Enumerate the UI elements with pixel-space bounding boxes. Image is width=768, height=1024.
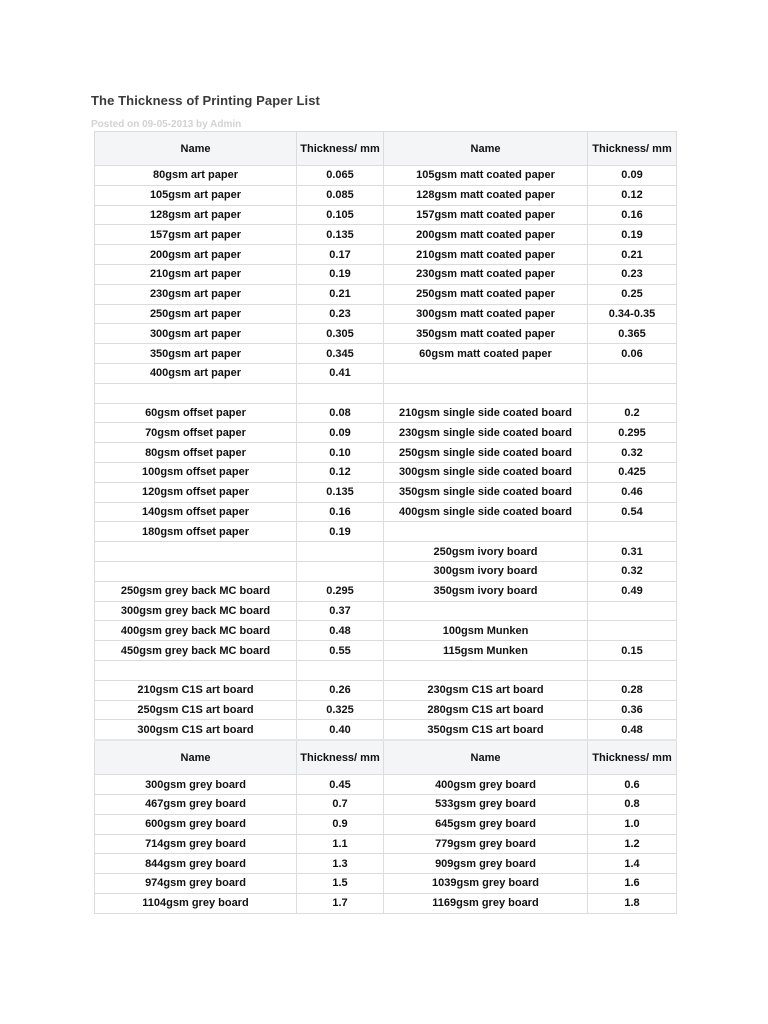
column-header: Thickness/ mm bbox=[588, 132, 677, 166]
thickness-cell: 0.365 bbox=[588, 324, 677, 344]
thickness-cell: 0.25 bbox=[588, 284, 677, 304]
paper-name-cell: 714gsm grey board bbox=[95, 834, 297, 854]
table-row bbox=[95, 561, 677, 581]
thickness-cell: 1.7 bbox=[297, 893, 384, 913]
table-row bbox=[95, 205, 677, 225]
thickness-cell bbox=[297, 660, 384, 680]
thickness-cell: 0.26 bbox=[297, 680, 384, 700]
thickness-cell: 0.10 bbox=[297, 443, 384, 463]
thickness-cell: 0.19 bbox=[588, 225, 677, 245]
table-row bbox=[95, 344, 677, 364]
table-row bbox=[95, 874, 677, 894]
thickness-cell: 1.5 bbox=[297, 874, 384, 894]
thickness-cell: 0.305 bbox=[297, 324, 384, 344]
paper-name-cell: 60gsm offset paper bbox=[95, 403, 297, 423]
paper-name-cell: 180gsm offset paper bbox=[95, 522, 297, 542]
thickness-cell: 0.36 bbox=[588, 700, 677, 720]
paper-thickness-table bbox=[94, 131, 677, 914]
thickness-cell: 0.21 bbox=[297, 284, 384, 304]
thickness-cell bbox=[297, 561, 384, 581]
paper-name-cell bbox=[95, 561, 297, 581]
thickness-cell: 0.325 bbox=[297, 700, 384, 720]
thickness-cell: 0.6 bbox=[588, 775, 677, 795]
thickness-cell: 0.135 bbox=[297, 482, 384, 502]
paper-name-cell bbox=[384, 601, 588, 621]
thickness-cell: 0.09 bbox=[588, 166, 677, 186]
thickness-cell: 1.4 bbox=[588, 854, 677, 874]
paper-name-cell bbox=[384, 363, 588, 383]
table-row bbox=[95, 245, 677, 265]
table-row bbox=[95, 680, 677, 700]
paper-name-cell: 157gsm matt coated paper bbox=[384, 205, 588, 225]
paper-name-cell: 350gsm art paper bbox=[95, 344, 297, 364]
thickness-cell: 0.7 bbox=[297, 794, 384, 814]
column-header: Thickness/ mm bbox=[297, 132, 384, 166]
paper-name-cell: 157gsm art paper bbox=[95, 225, 297, 245]
paper-name-cell: 300gsm ivory board bbox=[384, 561, 588, 581]
paper-name-cell: 128gsm art paper bbox=[95, 205, 297, 225]
spacer-row bbox=[95, 660, 677, 680]
thickness-cell bbox=[588, 522, 677, 542]
paper-name-cell: 844gsm grey board bbox=[95, 854, 297, 874]
table-row bbox=[95, 264, 677, 284]
paper-name-cell: 210gsm matt coated paper bbox=[384, 245, 588, 265]
paper-name-cell: 300gsm C1S art board bbox=[95, 720, 297, 740]
paper-name-cell: 140gsm offset paper bbox=[95, 502, 297, 522]
table-row bbox=[95, 854, 677, 874]
paper-name-cell: 250gsm grey back MC board bbox=[95, 581, 297, 601]
table-row bbox=[95, 443, 677, 463]
thickness-cell: 0.345 bbox=[297, 344, 384, 364]
table-row bbox=[95, 502, 677, 522]
paper-name-cell: 230gsm C1S art board bbox=[384, 680, 588, 700]
paper-name-cell: 400gsm art paper bbox=[95, 363, 297, 383]
table-row bbox=[95, 185, 677, 205]
paper-name-cell: 909gsm grey board bbox=[384, 854, 588, 874]
paper-name-cell: 250gsm matt coated paper bbox=[384, 284, 588, 304]
thickness-cell: 0.32 bbox=[588, 443, 677, 463]
paper-name-cell: 60gsm matt coated paper bbox=[384, 344, 588, 364]
paper-name-cell: 300gsm grey back MC board bbox=[95, 601, 297, 621]
paper-name-cell: 350gsm C1S art board bbox=[384, 720, 588, 740]
thickness-cell: 0.12 bbox=[297, 462, 384, 482]
thickness-cell: 0.08 bbox=[297, 403, 384, 423]
paper-name-cell: 105gsm art paper bbox=[95, 185, 297, 205]
table-row bbox=[95, 581, 677, 601]
thickness-cell: 0.425 bbox=[588, 462, 677, 482]
paper-name-cell: 467gsm grey board bbox=[95, 794, 297, 814]
thickness-cell: 0.2 bbox=[588, 403, 677, 423]
table-row bbox=[95, 225, 677, 245]
thickness-cell: 0.105 bbox=[297, 205, 384, 225]
table-row bbox=[95, 522, 677, 542]
table-row bbox=[95, 893, 677, 913]
thickness-cell bbox=[588, 383, 677, 403]
table-row bbox=[95, 166, 677, 186]
thickness-cell: 0.9 bbox=[297, 814, 384, 834]
thickness-cell: 0.41 bbox=[297, 363, 384, 383]
paper-name-cell bbox=[384, 383, 588, 403]
table-row bbox=[95, 423, 677, 443]
paper-name-cell: 210gsm C1S art board bbox=[95, 680, 297, 700]
table-row bbox=[95, 700, 677, 720]
paper-name-cell: 450gsm grey back MC board bbox=[95, 641, 297, 661]
thickness-cell: 0.21 bbox=[588, 245, 677, 265]
paper-name-cell: 200gsm matt coated paper bbox=[384, 225, 588, 245]
paper-name-cell bbox=[95, 383, 297, 403]
thickness-cell: 1.0 bbox=[588, 814, 677, 834]
paper-name-cell bbox=[95, 542, 297, 562]
thickness-cell: 0.48 bbox=[588, 720, 677, 740]
thickness-cell: 0.295 bbox=[588, 423, 677, 443]
thickness-cell: 0.54 bbox=[588, 502, 677, 522]
thickness-cell: 0.085 bbox=[297, 185, 384, 205]
thickness-cell: 0.55 bbox=[297, 641, 384, 661]
column-header: Name bbox=[384, 132, 588, 166]
thickness-cell: 0.28 bbox=[588, 680, 677, 700]
paper-name-cell: 974gsm grey board bbox=[95, 874, 297, 894]
thickness-cell: 0.16 bbox=[297, 502, 384, 522]
thickness-cell: 0.37 bbox=[297, 601, 384, 621]
table-row bbox=[95, 542, 677, 562]
paper-name-cell bbox=[384, 660, 588, 680]
table-row bbox=[95, 720, 677, 740]
thickness-cell: 0.49 bbox=[588, 581, 677, 601]
paper-name-cell: 300gsm grey board bbox=[95, 775, 297, 795]
thickness-cell: 0.135 bbox=[297, 225, 384, 245]
column-header: Thickness/ mm bbox=[297, 740, 384, 775]
paper-name-cell: 115gsm Munken bbox=[384, 641, 588, 661]
thickness-cell: 0.8 bbox=[588, 794, 677, 814]
table-row bbox=[95, 641, 677, 661]
thickness-cell: 0.32 bbox=[588, 561, 677, 581]
thickness-cell: 0.40 bbox=[297, 720, 384, 740]
thickness-cell: 0.31 bbox=[588, 542, 677, 562]
paper-name-cell: 300gsm art paper bbox=[95, 324, 297, 344]
thickness-cell: 0.295 bbox=[297, 581, 384, 601]
column-header: Name bbox=[95, 740, 297, 775]
thickness-cell: 1.8 bbox=[588, 893, 677, 913]
paper-name-cell: 400gsm single side coated board bbox=[384, 502, 588, 522]
thickness-cell: 0.09 bbox=[297, 423, 384, 443]
thickness-cell: 0.46 bbox=[588, 482, 677, 502]
paper-name-cell: 105gsm matt coated paper bbox=[384, 166, 588, 186]
paper-name-cell: 80gsm offset paper bbox=[95, 443, 297, 463]
table-row bbox=[95, 834, 677, 854]
paper-name-cell: 280gsm C1S art board bbox=[384, 700, 588, 720]
paper-name-cell: 230gsm art paper bbox=[95, 284, 297, 304]
paper-name-cell: 120gsm offset paper bbox=[95, 482, 297, 502]
paper-name-cell: 230gsm matt coated paper bbox=[384, 264, 588, 284]
thickness-cell: 0.34-0.35 bbox=[588, 304, 677, 324]
paper-name-cell: 350gsm single side coated board bbox=[384, 482, 588, 502]
thickness-cell: 0.17 bbox=[297, 245, 384, 265]
paper-name-cell: 300gsm matt coated paper bbox=[384, 304, 588, 324]
page-title: The Thickness of Printing Paper List bbox=[91, 93, 320, 108]
paper-name-cell: 1039gsm grey board bbox=[384, 874, 588, 894]
table-row bbox=[95, 284, 677, 304]
paper-name-cell: 645gsm grey board bbox=[384, 814, 588, 834]
paper-name-cell: 1169gsm grey board bbox=[384, 893, 588, 913]
table-body bbox=[95, 132, 677, 914]
paper-name-cell: 230gsm single side coated board bbox=[384, 423, 588, 443]
paper-name-cell: 779gsm grey board bbox=[384, 834, 588, 854]
thickness-cell bbox=[297, 383, 384, 403]
thickness-cell: 0.15 bbox=[588, 641, 677, 661]
paper-name-cell: 250gsm C1S art board bbox=[95, 700, 297, 720]
spacer-row bbox=[95, 383, 677, 403]
paper-name-cell: 250gsm single side coated board bbox=[384, 443, 588, 463]
table-row bbox=[95, 482, 677, 502]
paper-name-cell: 100gsm Munken bbox=[384, 621, 588, 641]
thickness-cell: 0.065 bbox=[297, 166, 384, 186]
column-header: Name bbox=[95, 132, 297, 166]
paper-name-cell: 533gsm grey board bbox=[384, 794, 588, 814]
paper-name-cell: 200gsm art paper bbox=[95, 245, 297, 265]
thickness-cell: 0.16 bbox=[588, 205, 677, 225]
thickness-cell: 0.19 bbox=[297, 522, 384, 542]
thickness-cell: 0.23 bbox=[297, 304, 384, 324]
table-row bbox=[95, 775, 677, 795]
table-row bbox=[95, 814, 677, 834]
table-row bbox=[95, 462, 677, 482]
table-header-row bbox=[95, 740, 677, 775]
paper-name-cell: 70gsm offset paper bbox=[95, 423, 297, 443]
paper-name-cell: 300gsm single side coated board bbox=[384, 462, 588, 482]
table-row bbox=[95, 601, 677, 621]
paper-name-cell bbox=[95, 660, 297, 680]
table-row bbox=[95, 304, 677, 324]
thickness-cell: 0.19 bbox=[297, 264, 384, 284]
thickness-cell: 0.48 bbox=[297, 621, 384, 641]
thickness-cell: 1.1 bbox=[297, 834, 384, 854]
paper-name-cell: 80gsm art paper bbox=[95, 166, 297, 186]
paper-name-cell: 128gsm matt coated paper bbox=[384, 185, 588, 205]
thickness-cell: 0.12 bbox=[588, 185, 677, 205]
paper-name-cell: 250gsm art paper bbox=[95, 304, 297, 324]
paper-name-cell: 210gsm single side coated board bbox=[384, 403, 588, 423]
column-header: Name bbox=[384, 740, 588, 775]
thickness-cell: 1.2 bbox=[588, 834, 677, 854]
thickness-cell bbox=[588, 621, 677, 641]
table-row bbox=[95, 621, 677, 641]
table-row bbox=[95, 794, 677, 814]
paper-name-cell: 250gsm ivory board bbox=[384, 542, 588, 562]
paper-name-cell: 210gsm art paper bbox=[95, 264, 297, 284]
paper-name-cell: 400gsm grey board bbox=[384, 775, 588, 795]
thickness-cell: 1.6 bbox=[588, 874, 677, 894]
paper-name-cell: 400gsm grey back MC board bbox=[95, 621, 297, 641]
table-row bbox=[95, 363, 677, 383]
table-row bbox=[95, 403, 677, 423]
thickness-cell bbox=[588, 363, 677, 383]
paper-name-cell bbox=[384, 522, 588, 542]
thickness-cell: 0.06 bbox=[588, 344, 677, 364]
paper-name-cell: 350gsm ivory board bbox=[384, 581, 588, 601]
column-header: Thickness/ mm bbox=[588, 740, 677, 775]
paper-name-cell: 600gsm grey board bbox=[95, 814, 297, 834]
thickness-cell: 0.23 bbox=[588, 264, 677, 284]
thickness-cell bbox=[297, 542, 384, 562]
thickness-cell bbox=[588, 660, 677, 680]
table-header-row bbox=[95, 132, 677, 166]
thickness-cell bbox=[588, 601, 677, 621]
thickness-cell: 0.45 bbox=[297, 775, 384, 795]
table-row bbox=[95, 324, 677, 344]
paper-name-cell: 1104gsm grey board bbox=[95, 893, 297, 913]
paper-name-cell: 100gsm offset paper bbox=[95, 462, 297, 482]
thickness-cell: 1.3 bbox=[297, 854, 384, 874]
paper-name-cell: 350gsm matt coated paper bbox=[384, 324, 588, 344]
post-meta: Posted on 09-05-2013 by Admin bbox=[91, 119, 242, 130]
